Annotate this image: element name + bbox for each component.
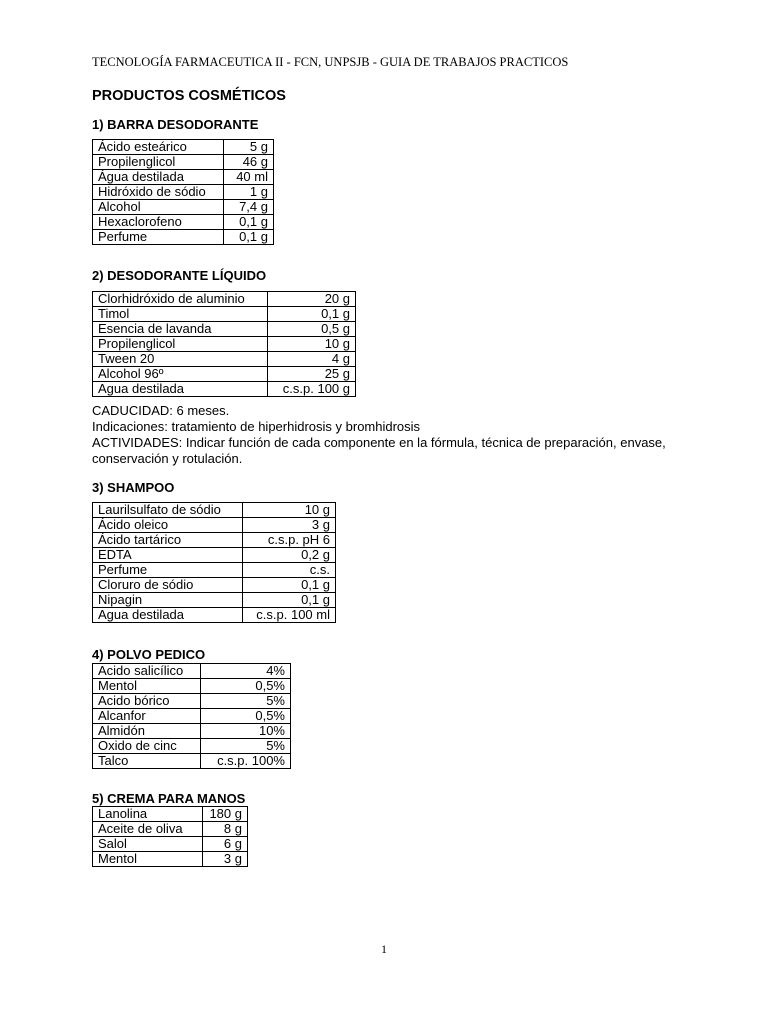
ingredient-quantity: 40 ml bbox=[224, 170, 274, 185]
formula-table-desodorante-liquido bbox=[92, 291, 356, 397]
ingredient-name: Hidróxido de sódio bbox=[93, 185, 224, 200]
ingredient-name: Esencia de lavanda bbox=[93, 322, 268, 337]
ingredient-quantity: 0,5 g bbox=[268, 322, 356, 337]
ingredient-quantity: 10 g bbox=[268, 337, 356, 352]
ingredient-quantity: 25 g bbox=[268, 367, 356, 382]
table-row bbox=[93, 548, 336, 563]
table-row bbox=[93, 367, 356, 382]
ingredient-quantity: 7,4 g bbox=[224, 200, 274, 215]
ingredient-quantity: 0,5% bbox=[201, 709, 291, 724]
ingredient-quantity: 0,1 g bbox=[268, 307, 356, 322]
table-row bbox=[93, 337, 356, 352]
ingredient-quantity: 5% bbox=[201, 739, 291, 754]
ingredient-quantity: 1 g bbox=[224, 185, 274, 200]
table-row bbox=[93, 292, 356, 307]
table-row bbox=[93, 382, 356, 397]
ingredient-quantity: 0,2 g bbox=[243, 548, 336, 563]
ingredient-quantity: 4 g bbox=[268, 352, 356, 367]
ingredient-quantity: c.s.p. 100% bbox=[201, 754, 291, 769]
ingredient-quantity: 0,1 g bbox=[224, 215, 274, 230]
ingredient-quantity: 3 g bbox=[243, 518, 336, 533]
section-title-barra-desodorante: 1) BARRA DESODORANTE bbox=[92, 117, 259, 132]
ingredient-name: Propilenglicol bbox=[93, 337, 268, 352]
ingredient-quantity: 10 g bbox=[243, 503, 336, 518]
ingredient-name: Alcanfor bbox=[93, 709, 201, 724]
ingredient-name: Água destilada bbox=[93, 170, 224, 185]
ingredient-quantity: 10% bbox=[201, 724, 291, 739]
ingredient-quantity: 5 g bbox=[224, 140, 274, 155]
ingredient-quantity: 0,1 g bbox=[224, 230, 274, 245]
ingredient-name: Mentol bbox=[93, 852, 203, 867]
table-row bbox=[93, 185, 274, 200]
ingredient-name: Propilenglicol bbox=[93, 155, 224, 170]
ingredient-name: EDTA bbox=[93, 548, 243, 563]
ingredient-quantity: c.s.p. 100 g bbox=[268, 382, 356, 397]
ingredient-name: Alcohol 96º bbox=[93, 367, 268, 382]
ingredient-name: Acido salicílico bbox=[93, 664, 201, 679]
note-line: ACTIVIDADES: Indicar función de cada componente en la fórmula, técnica de preparación, envase, bbox=[92, 435, 666, 450]
ingredient-name: Ácido oleico bbox=[93, 518, 243, 533]
table-row bbox=[93, 694, 291, 709]
ingredient-name: Ácido tartárico bbox=[93, 533, 243, 548]
ingredient-quantity: 20 g bbox=[268, 292, 356, 307]
table-row bbox=[93, 754, 291, 769]
ingredient-name: Agua destilada bbox=[93, 608, 243, 623]
table-row bbox=[93, 503, 336, 518]
ingredient-name: Talco bbox=[93, 754, 201, 769]
table-row bbox=[93, 822, 248, 837]
ingredient-quantity: 0,1 g bbox=[243, 593, 336, 608]
table-row bbox=[93, 155, 274, 170]
section-title-crema-para-manos: 5) CREMA PARA MANOS bbox=[92, 791, 246, 806]
table-row bbox=[93, 739, 291, 754]
ingredient-name: Almidón bbox=[93, 724, 201, 739]
table-row bbox=[93, 352, 356, 367]
ingredient-name: Clorhidróxido de aluminio bbox=[93, 292, 268, 307]
table-row bbox=[93, 852, 248, 867]
table-row bbox=[93, 593, 336, 608]
ingredient-quantity: 3 g bbox=[203, 852, 248, 867]
table-row bbox=[93, 578, 336, 593]
table-row bbox=[93, 307, 356, 322]
section-title-shampoo: 3) SHAMPOO bbox=[92, 480, 175, 495]
section-title-desodorante-liquido: 2) DESODORANTE LÍQUIDO bbox=[92, 268, 267, 283]
notes-desodorante-liquido bbox=[92, 403, 734, 467]
ingredient-quantity: c.s.p. pH 6 bbox=[243, 533, 336, 548]
ingredient-quantity: 46 g bbox=[224, 155, 274, 170]
table-row bbox=[93, 664, 291, 679]
note-line: conservación y rotulación. bbox=[92, 451, 243, 466]
table-row bbox=[93, 140, 274, 155]
table-row bbox=[93, 518, 336, 533]
ingredient-name: Agua destilada bbox=[93, 382, 268, 397]
table-row bbox=[93, 230, 274, 245]
ingredient-quantity: 0,5% bbox=[201, 679, 291, 694]
ingredient-name: Cloruro de sódio bbox=[93, 578, 243, 593]
ingredient-quantity: c.s. bbox=[243, 563, 336, 578]
ingredient-name: Acido bórico bbox=[93, 694, 201, 709]
ingredient-name: Salol bbox=[93, 837, 203, 852]
ingredient-name: Alcohol bbox=[93, 200, 224, 215]
table-row bbox=[93, 170, 274, 185]
ingredient-name: Lanolina bbox=[93, 807, 203, 822]
formula-table-crema-para-manos bbox=[92, 806, 248, 867]
table-row bbox=[93, 322, 356, 337]
table-row bbox=[93, 608, 336, 623]
ingredient-quantity: 4% bbox=[201, 664, 291, 679]
table-row bbox=[93, 807, 248, 822]
table-row bbox=[93, 679, 291, 694]
document-title: PRODUCTOS COSMÉTICOS bbox=[92, 88, 286, 104]
formula-table-polvo-pedico bbox=[92, 663, 291, 769]
formula-table-barra-desodorante bbox=[92, 139, 274, 245]
note-line: Indicaciones: tratamiento de hiperhidrosis y bromhidrosis bbox=[92, 419, 421, 434]
table-row bbox=[93, 533, 336, 548]
ingredient-name: Perfume bbox=[93, 563, 243, 578]
table-row bbox=[93, 215, 274, 230]
ingredient-name: Oxido de cinc bbox=[93, 739, 201, 754]
table-row bbox=[93, 563, 336, 578]
ingredient-quantity: 5% bbox=[201, 694, 291, 709]
ingredient-quantity: 8 g bbox=[203, 822, 248, 837]
table-row bbox=[93, 709, 291, 724]
ingredient-name: Mentol bbox=[93, 679, 201, 694]
ingredient-name: Aceite de oliva bbox=[93, 822, 203, 837]
ingredient-name: Hexaclorofeno bbox=[93, 215, 224, 230]
table-row bbox=[93, 837, 248, 852]
table-row bbox=[93, 200, 274, 215]
ingredient-quantity: 0,1 g bbox=[243, 578, 336, 593]
page-number: 1 bbox=[381, 942, 387, 956]
note-line: CADUCIDAD: 6 meses. bbox=[92, 403, 230, 418]
ingredient-name: Tween 20 bbox=[93, 352, 268, 367]
ingredient-name: Ácido esteárico bbox=[93, 140, 224, 155]
ingredient-name: Laurilsulfato de sódio bbox=[93, 503, 243, 518]
ingredient-quantity: 6 g bbox=[203, 837, 248, 852]
ingredient-quantity: 180 g bbox=[203, 807, 248, 822]
ingredient-name: Timol bbox=[93, 307, 268, 322]
formula-table-shampoo bbox=[92, 502, 336, 623]
ingredient-name: Nipagin bbox=[93, 593, 243, 608]
ingredient-quantity: c.s.p. 100 ml bbox=[243, 608, 336, 623]
table-row bbox=[93, 724, 291, 739]
ingredient-name: Perfume bbox=[93, 230, 224, 245]
section-title-polvo-pedico: 4) POLVO PEDICO bbox=[92, 647, 206, 662]
page-header: TECNOLOGÍA FARMACEUTICA II - FCN, UNPSJB - GUIA DE TRABAJOS PRACTICOS bbox=[92, 55, 569, 69]
